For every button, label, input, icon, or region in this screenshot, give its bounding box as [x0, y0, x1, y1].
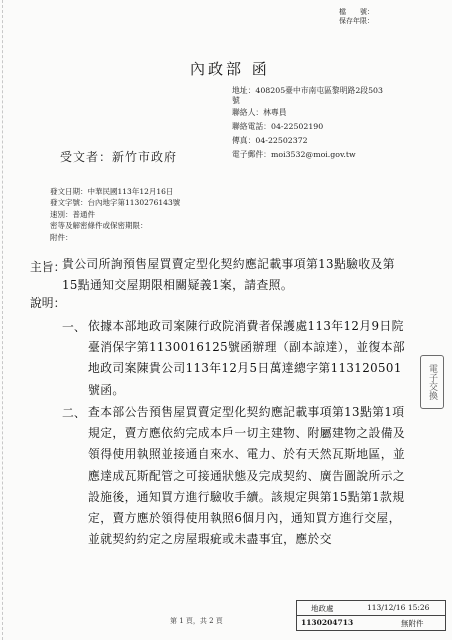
agency-title: 內政部 函 — [190, 60, 270, 78]
seal-text: 電子交換 — [427, 364, 437, 400]
phone: 聯絡電話：04-22502190 — [232, 122, 324, 131]
stamp-number: 1130204713 — [301, 618, 354, 627]
item-2-text: 查本部公告預售屋買賣定型化契約應記載事項第13點第1項規定，賣方應依約完成本戶一切主建物、附屬建物之設備及領得使用執照並接通自來水、電力、於有天然瓦斯地區，並應達成瓦斯配管之可接通狀態及完成契約、廣告圖說所示之設施後，通知買方進行驗收手續。該規定與第15點第1款規定，賣方應於領得使用執照6個月內，通知買方進行交屋，並就契約約定之房屋瑕疵或未盡事宜，應於交 — [88, 405, 406, 547]
fax: 傳真：04-22502372 — [232, 136, 308, 145]
electronic-exchange-seal — [420, 355, 444, 409]
stamp-attachment-note: 無附件 — [401, 619, 424, 628]
email: 電子郵件：moi3532@moi.gov.tw — [232, 150, 356, 159]
doc-number: 發文字號：台內地字第1130276143號 — [50, 198, 181, 208]
keep-years: 保存年限： — [339, 17, 374, 25]
stamp-top-row — [297, 601, 445, 616]
address: 地址：408205臺中市南屯區黎明路2段503 — [232, 86, 383, 95]
address-cont: 號 — [232, 96, 240, 105]
stamp-department: 地政處 — [311, 604, 334, 613]
attachment: 附件： — [50, 232, 73, 242]
recipient: 受文者：新竹市政府 — [60, 150, 178, 164]
binding-line — [2, 0, 4, 640]
page-number: 第 1 頁，共 2 頁 — [170, 617, 223, 625]
stamp-datetime: 113/12/16 15:26 — [367, 603, 430, 612]
subject-text: 貴公司所詢預售屋買賣定型化契約應記載事項第13點驗收及第15點通知交屋期限相關疑義1案，請查照。 — [62, 257, 395, 292]
contact-block — [232, 84, 417, 162]
doc-meta — [50, 186, 180, 243]
secrecy: 密等及解密條件或保密期限： — [50, 221, 148, 231]
archive-info — [339, 8, 374, 26]
item-1-number: 一、 — [62, 320, 86, 334]
speed: 速別：普通件 — [50, 209, 95, 219]
receipt-stamp — [296, 600, 446, 631]
item-1-text: 依據本部地政司案陳行政院消費者保護處113年12月9日院臺消保字第1130016125號函辦理（副本諒達），並復本部地政司案陳貴公司113年12月5日萬達總字第113120501號函。 — [88, 319, 406, 397]
file-number: 檔 號： — [339, 8, 374, 16]
stamp-bottom-row — [297, 616, 445, 630]
contact-person: 聯絡人：林專員 — [232, 108, 287, 117]
subject-label: 主旨： — [30, 260, 66, 274]
issue-date: 發文日期：中華民國113年12月16日 — [50, 187, 174, 196]
item-2-number: 二、 — [62, 406, 86, 420]
explanation-label: 說明： — [30, 296, 66, 310]
